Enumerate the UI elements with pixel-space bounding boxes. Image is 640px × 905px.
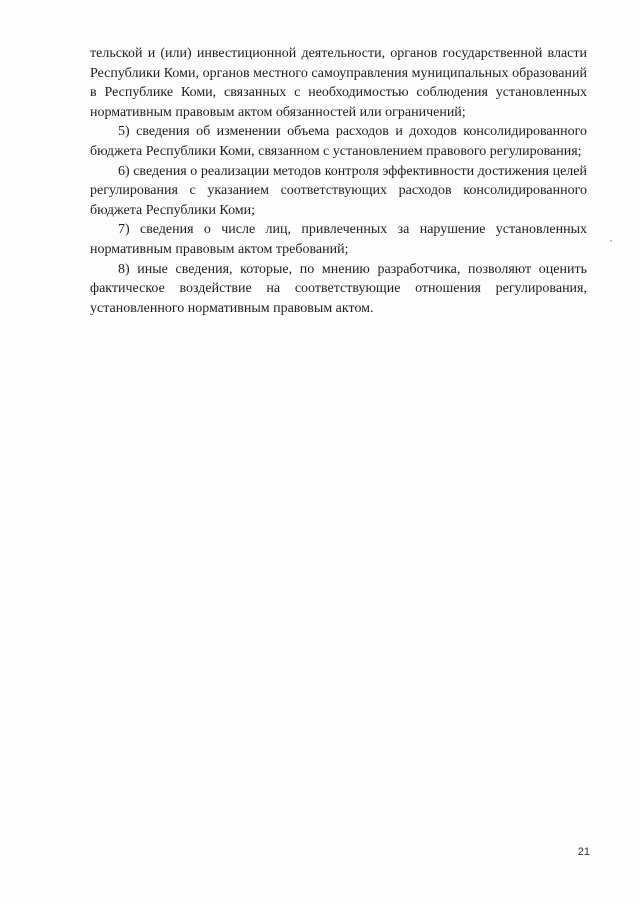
paragraph-item-8: 8) иные сведения, которые, по мнению разработчика, позволяют оценить фактическое воздействие на соответствующие отношения регулирования, установленного нормативным правовым актом. (90, 261, 587, 316)
paragraph-item-7: 7) сведения о числе лиц, привлеченных за нарушение установленных нормативным правовым актом требований; (90, 222, 587, 257)
paragraph-item-5: 5) сведения об изменении объема расходов и доходов консолидированного бюджета Республики Коми, связанном с установлением правового регулирования; (90, 124, 587, 159)
paragraph-continuation: тельской и (или) инвестиционной деятельности, органов государственной власти Республики Коми, органов местного самоуправления муниципальных образований в Республике Коми, связанных с необходимостью соблюдения установленных нормативным правовым актом обязанностей или ограничений; (90, 46, 587, 120)
paragraph-item-6: 6) сведения о реализации методов контроля эффективности достижения целей регулирования с указанием соответствующих расходов консолидированного бюджета Республики Коми; (90, 163, 587, 218)
scan-speck (610, 240, 612, 242)
page-number: 21 (577, 846, 590, 858)
document-body (90, 44, 587, 318)
